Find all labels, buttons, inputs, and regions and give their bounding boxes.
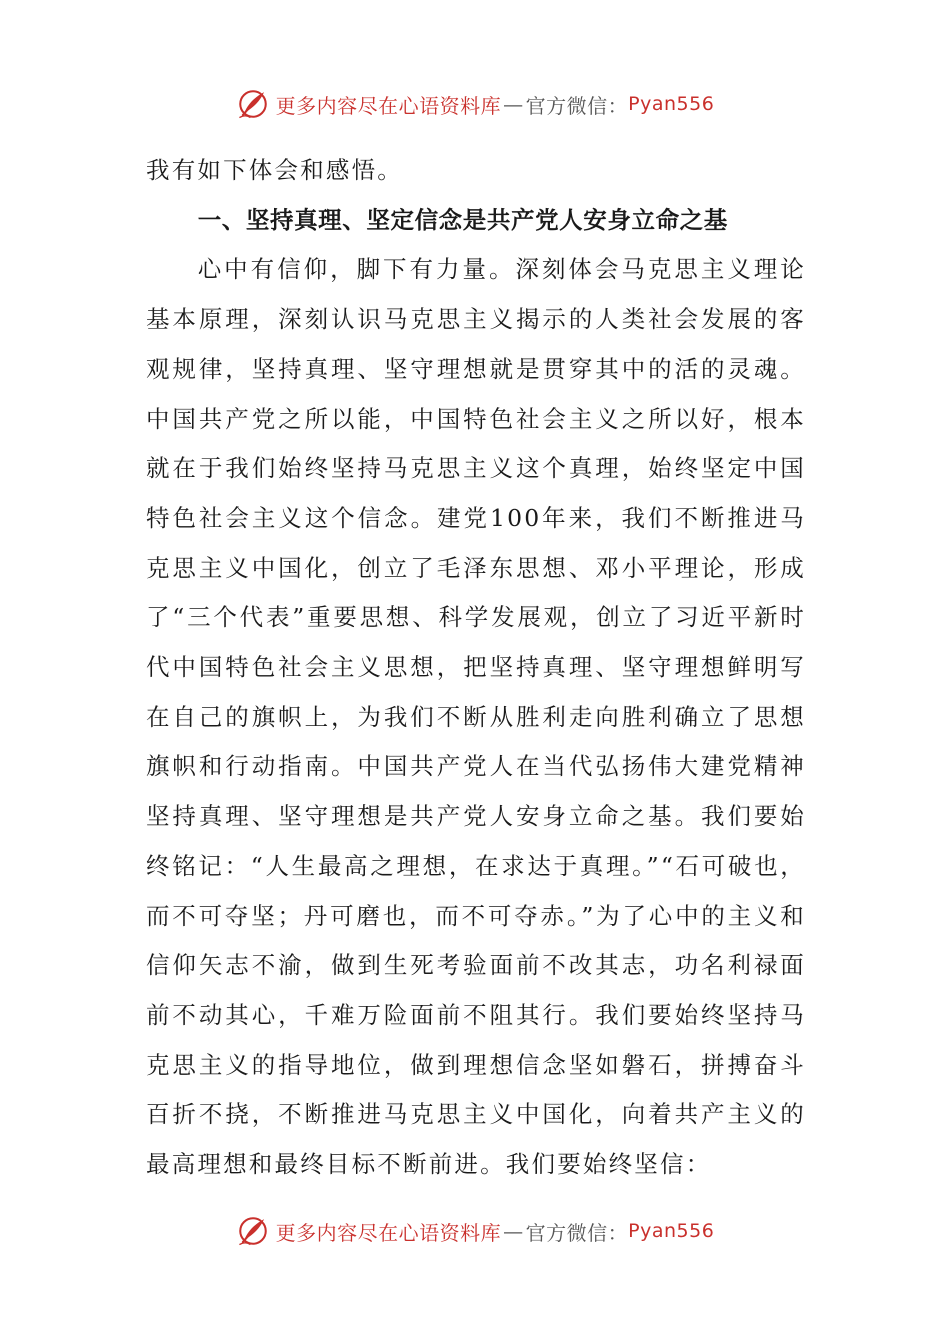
watermark-label: 官方微信： bbox=[525, 93, 629, 118]
watermark-brand: 更多内容尽在心语资料库 bbox=[275, 1220, 502, 1245]
section-heading: 一、坚持真理、坚定信念是共产党人安身立命之基 bbox=[197, 205, 728, 234]
watermark-separator: — bbox=[503, 92, 524, 116]
quill-pen-logo-icon bbox=[236, 87, 270, 121]
quill-pen-logo-icon bbox=[236, 1214, 270, 1248]
document-body bbox=[146, 146, 806, 1190]
footer-watermark bbox=[0, 1211, 950, 1251]
watermark-wechat-id: Pyan556 bbox=[628, 1220, 715, 1242]
watermark-separator: — bbox=[503, 1219, 524, 1243]
header-watermark bbox=[0, 84, 950, 124]
body-paragraph: 心中有信仰，脚下有力量。深刻体会马克思主义理论基本原理，深刻认识马克思主义揭示的人类社会发展的客观规律，坚持真理、坚守理想就是贯穿其中的活的灵魂。中国共产党之所以能，中国特色社会主义之所以好，根本就在于我们始终坚持马克思主义这个真理，始终坚定中国特色社会主义这个信念。建党100年来，我们不断推进马克思主义中国化，创立了毛泽东思想、邓小平理论，形成了“三个代表”重要思想、科学发展观，创立了习近平新时代中国特色社会主义思想，把坚持真理、坚守理想鲜明写在自己的旗帜上，为我们不断从胜利走向胜利确立了思想旗帜和行动指南。中国共产党人在当代弘扬伟大建党精神坚持真理、坚守理想是共产党人安身立命之基。我们要始终铭记：“人生最高之理想，在求达于真理。”“石可破也，而不可夺坚；丹可磨也，而不可夺赤。”为了心中的主义和信仰矢志不渝，做到生死考验面前不改其志，功名利禄面前不动其心，千难万险面前不阻其行。我们要始终坚持马克思主义的指导地位，做到理想信念坚如磐石，拼搏奋斗百折不挠，不断推进马克思主义中国化，向着共产主义的最高理想和最终目标不断前进。我们要始终坚信： bbox=[146, 255, 806, 1179]
watermark-wechat-id: Pyan556 bbox=[628, 93, 715, 115]
intro-paragraph: 我有如下体会和感悟。 bbox=[146, 156, 403, 184]
watermark-label: 官方微信： bbox=[525, 1220, 629, 1245]
watermark-brand: 更多内容尽在心语资料库 bbox=[275, 93, 502, 118]
